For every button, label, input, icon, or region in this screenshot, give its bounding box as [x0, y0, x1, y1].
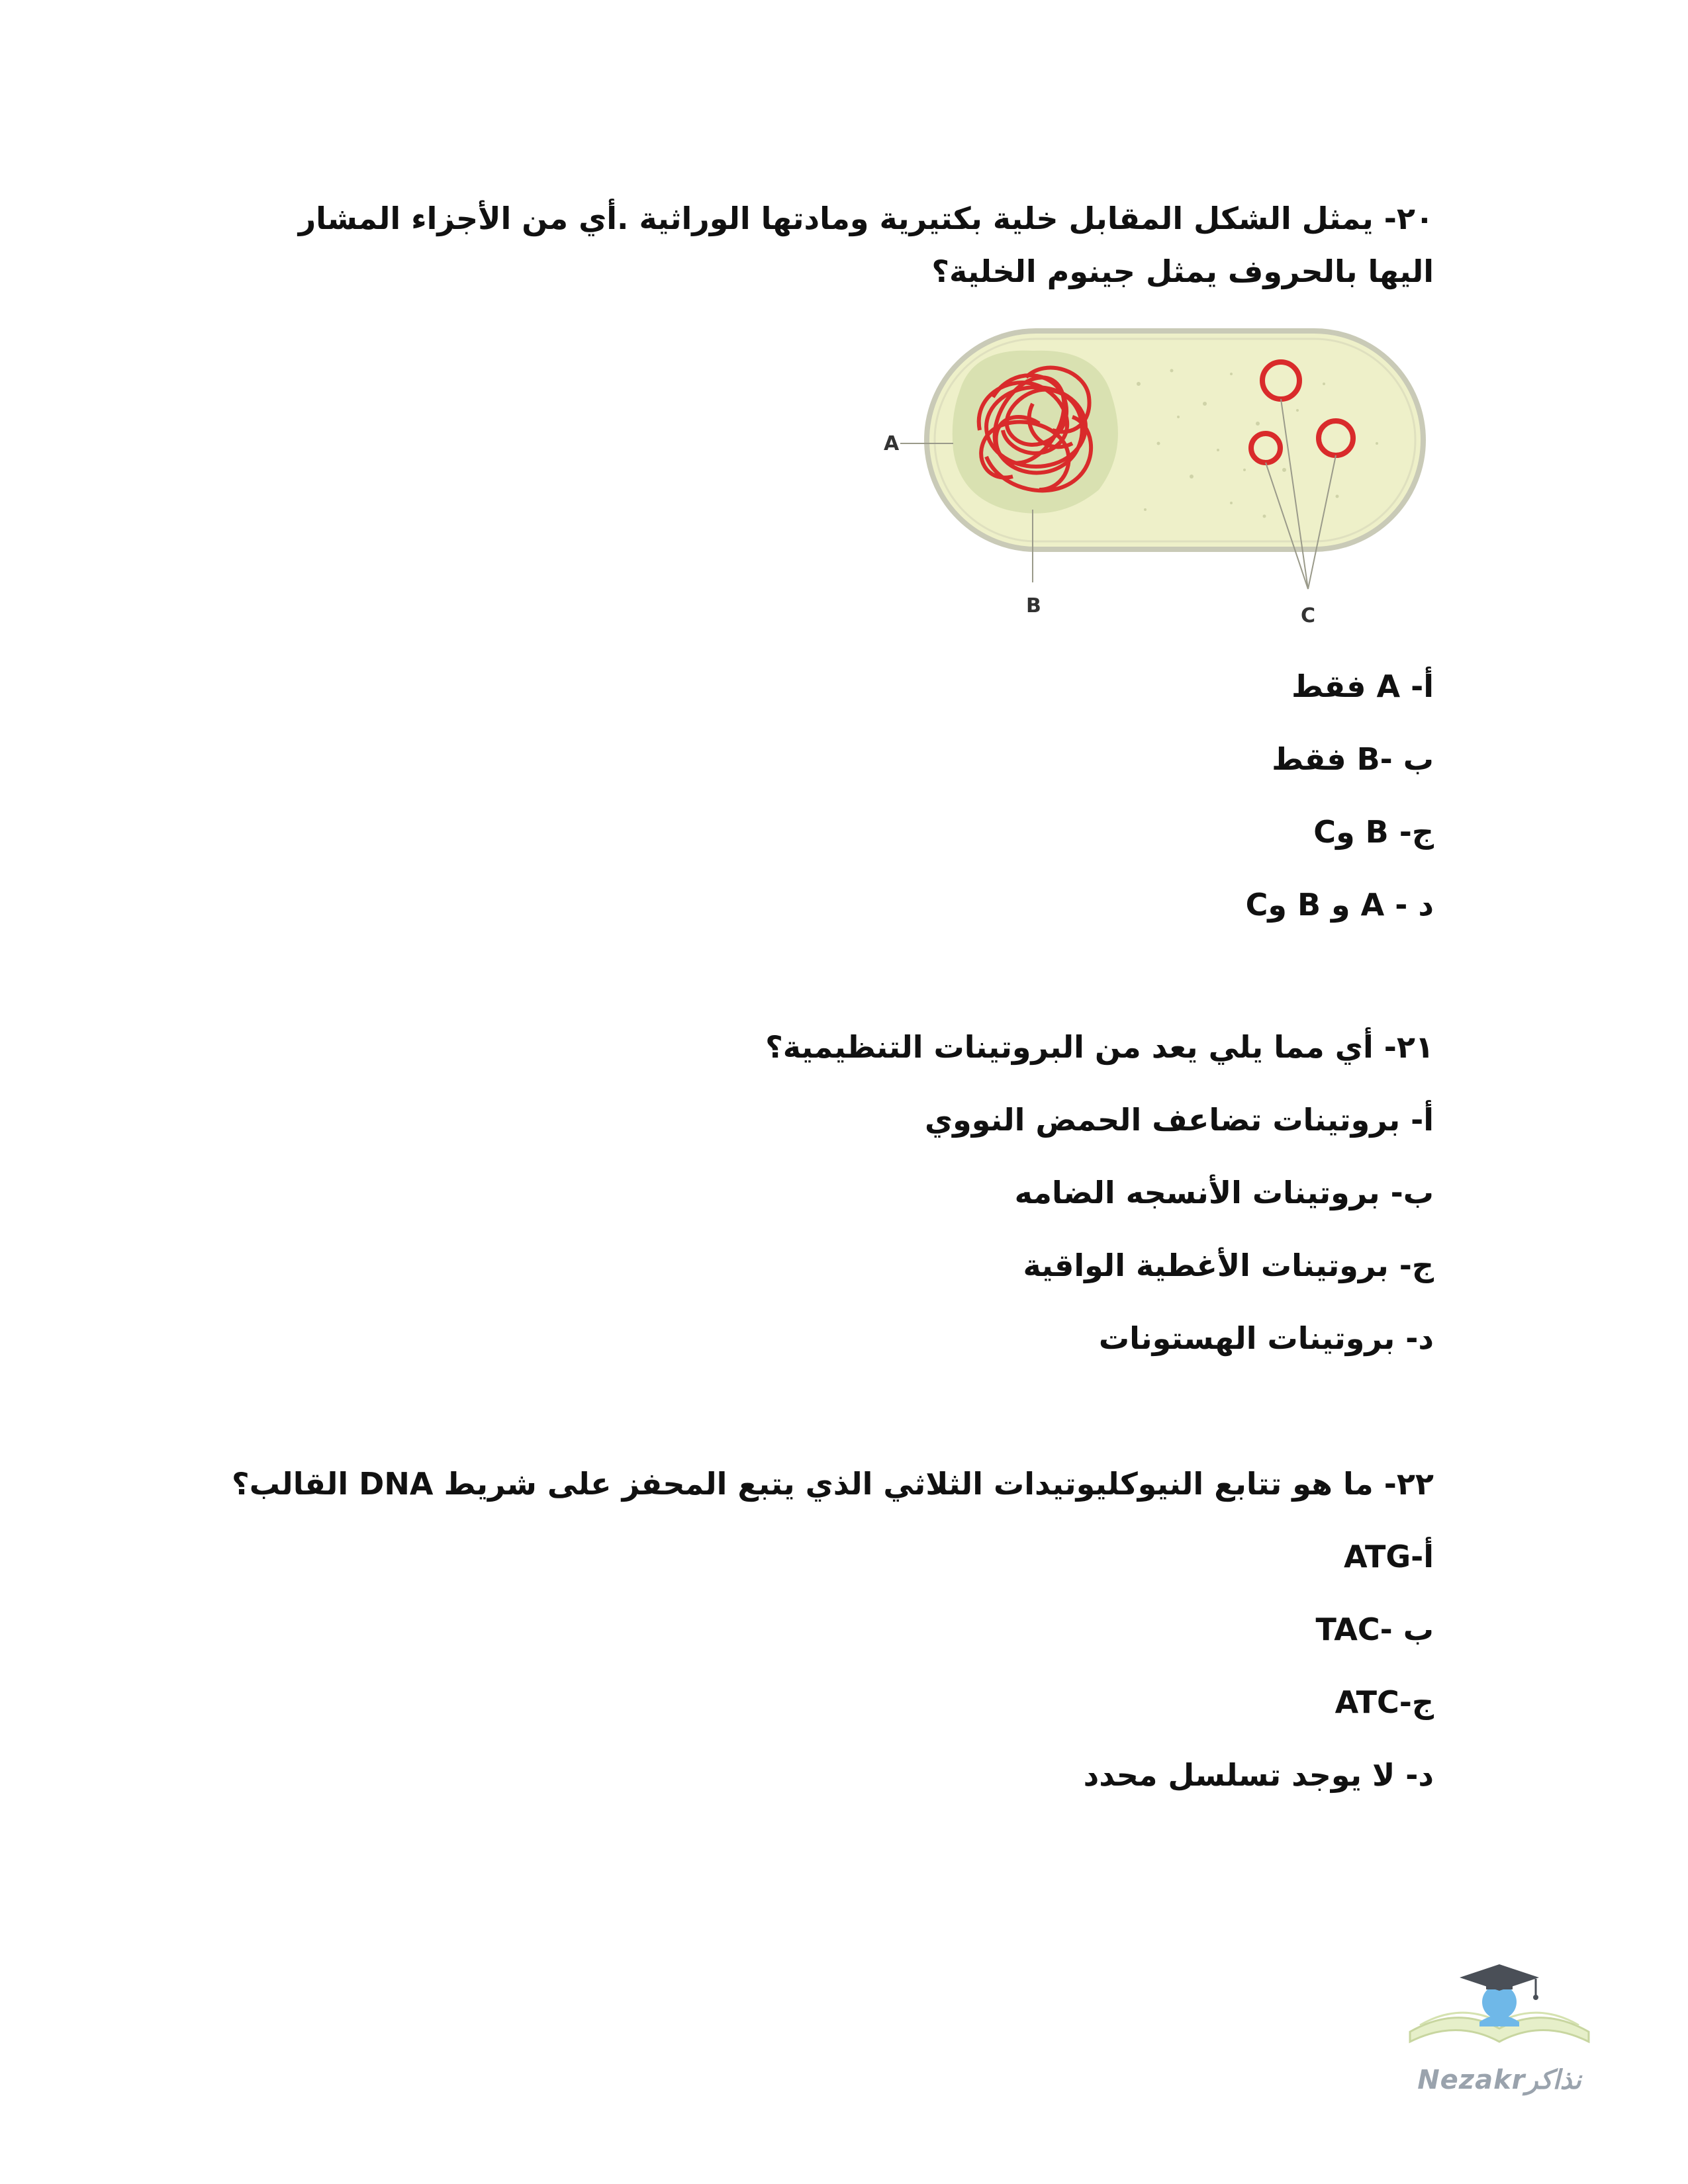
question-20-option-c[interactable]: ج- B وC: [1313, 814, 1434, 850]
logo-brand-text: Nezakrنذاكر: [1417, 2065, 1581, 2095]
bacterial-cell-figure: [861, 311, 1456, 642]
question-22-text: ٢٢- ما هو تتابع النيوكليوتيدات الثلاثي الذي يتبع المحفز على شريط DNA القالب؟: [232, 1466, 1434, 1502]
question-21-option-a[interactable]: أ- بروتينات تضاعف الحمض النووي: [925, 1102, 1434, 1138]
question-21-option-b[interactable]: ب- بروتينات الأنسجه الضامه: [1014, 1175, 1434, 1210]
question-21-option-c[interactable]: ج- بروتينات الأغطية الواقية: [1023, 1248, 1434, 1283]
nezakr-logo: [1390, 1952, 1609, 2105]
label-b: B: [1026, 594, 1041, 617]
question-22-option-b[interactable]: ب -TAC: [1315, 1612, 1434, 1647]
question-22-option-c[interactable]: ج-ATC: [1335, 1684, 1434, 1720]
question-22-option-d[interactable]: د- لا يوجد تسلسل محدد: [1083, 1757, 1434, 1793]
question-21-text: ٢١- أي مما يلي يعد من البروتينات التنظيمية؟: [765, 1029, 1434, 1065]
question-21-option-d[interactable]: د- بروتينات الهستونات: [1098, 1320, 1434, 1356]
question-20-text: ٢٠- يمثل الشكل المقابل خلية بكتيرية ومادتها الوراثية .أي من الأجزاء المشار اليها بالحروف يمثل جينوم الخلية؟: [298, 201, 1434, 289]
question-20-option-a[interactable]: أ- A فقط: [1291, 668, 1434, 704]
question-20-option-d[interactable]: د - A و B وC: [1245, 887, 1434, 923]
label-c: C: [1301, 604, 1316, 627]
label-a: A: [884, 432, 900, 455]
question-20-option-b[interactable]: ب -B فقط: [1272, 741, 1434, 777]
graduation-cap-book-icon: [1390, 1952, 1609, 2065]
question-22-option-a[interactable]: أ-ATG: [1343, 1539, 1434, 1574]
